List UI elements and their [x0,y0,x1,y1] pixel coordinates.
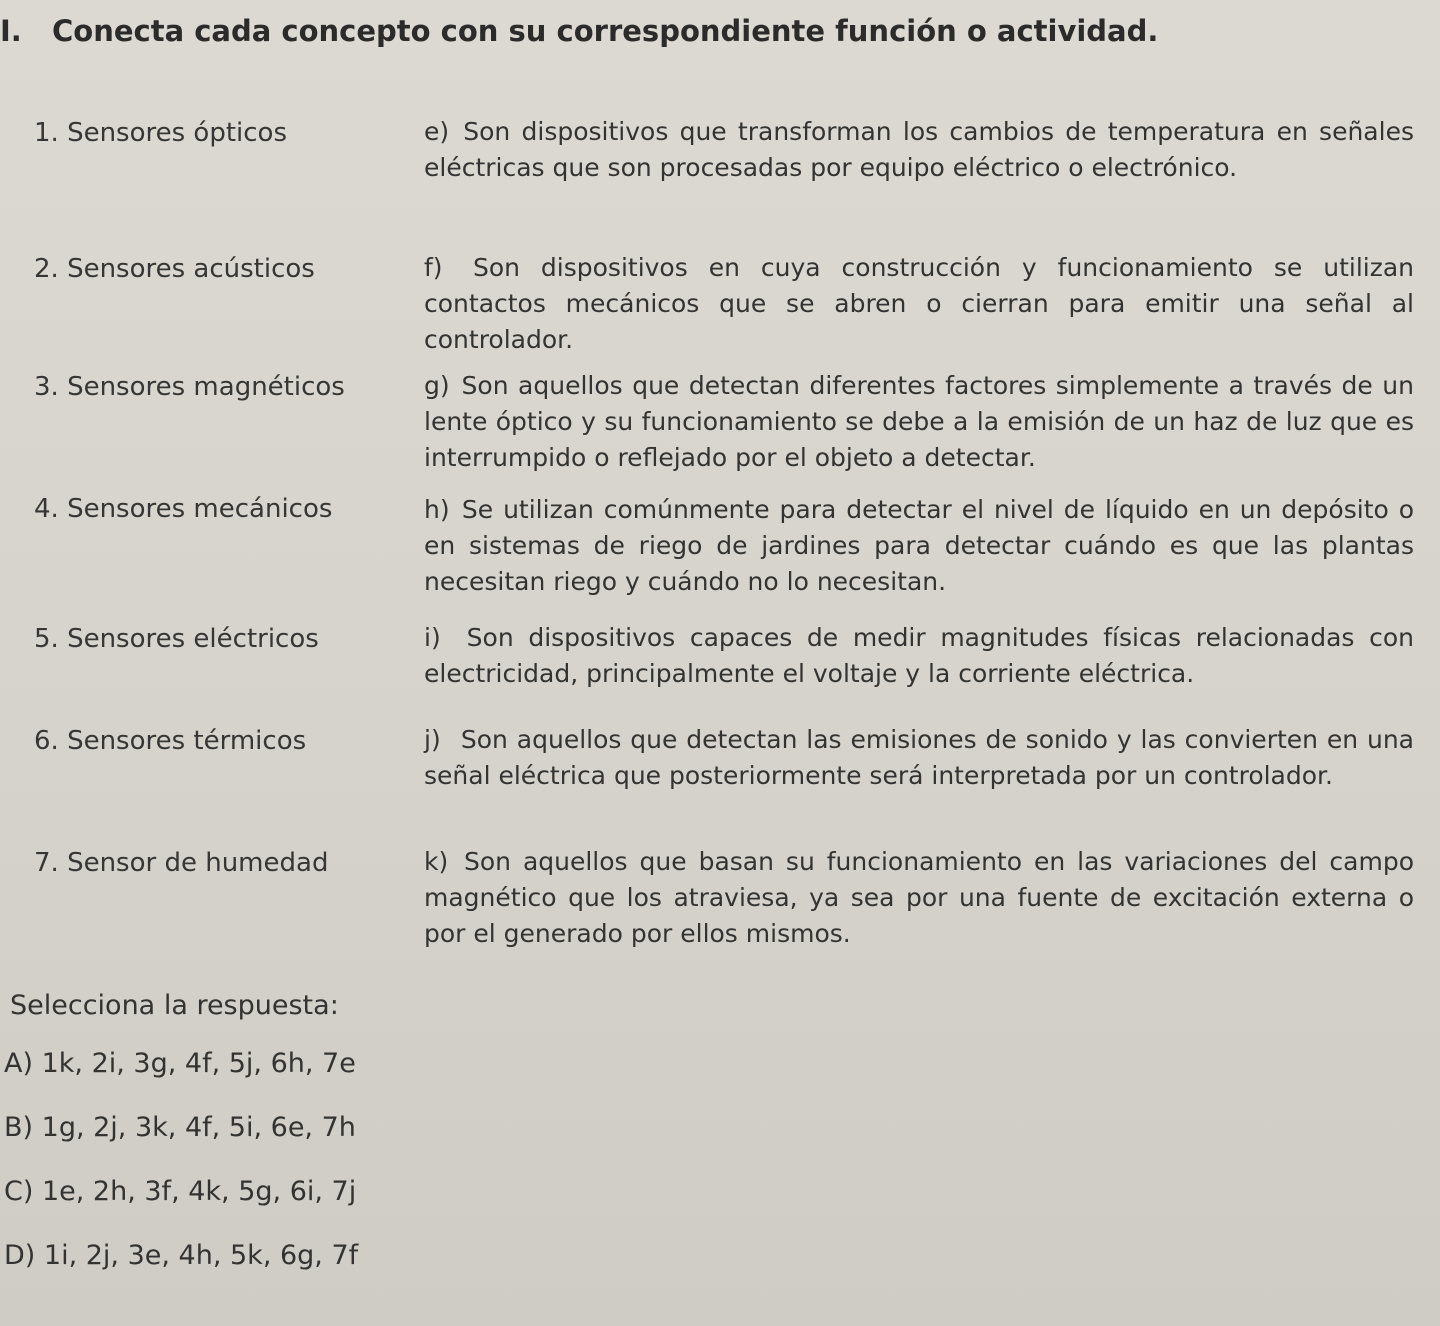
definition-text: Son aquellos que detectan las emisiones de sonido y las convierten en una señal eléctrica que posteriormente será interpretada por un controlador. [424,725,1414,790]
select-answer-label: Selecciona la respuesta: [10,990,339,1021]
concept-3: 3. Sensores magnéticos [34,372,345,402]
concept-2: 2. Sensores acústicos [34,254,315,284]
instruction-number: I. [0,14,22,48]
definition-letter: g) [424,371,450,400]
definition-j [424,722,1414,794]
definition-text: Son aquellos que detectan diferentes factores simplemente a través de un lente óptico y su funcionamiento se debe a la emisión de un haz de luz que es interrumpido o reflejado por el objeto a detectar. [424,371,1414,472]
concept-5: 5. Sensores eléctricos [34,624,319,654]
definition-letter: k) [424,847,449,876]
definition-f [424,250,1414,358]
instruction-heading [0,14,1159,48]
definition-text: Son dispositivos capaces de medir magnitudes físicas relacionadas con electricidad, principalmente el voltaje y la corriente eléctrica. [424,623,1414,688]
definition-e [424,114,1414,186]
answer-option-b[interactable]: B) 1g, 2j, 3k, 4f, 5i, 6e, 7h [4,1112,356,1143]
definition-i [424,620,1414,692]
definition-letter: h) [424,495,450,524]
definition-text: Son dispositivos que transforman los cambios de temperatura en señales eléctricas que son procesadas por equipo eléctrico o electrónico. [424,117,1414,182]
definition-text: Son aquellos que basan su funcionamiento en las variaciones del campo magnético que los atraviesa, ya sea por una fuente de excitación externa o por el generado por ellos mismos. [424,847,1414,948]
definition-letter: j) [424,725,441,754]
answer-option-c[interactable]: C) 1e, 2h, 3f, 4k, 5g, 6i, 7j [4,1176,357,1207]
definition-letter: e) [424,117,450,146]
answer-option-a[interactable]: A) 1k, 2i, 3g, 4f, 5j, 6h, 7e [4,1048,356,1079]
answer-option-d[interactable]: D) 1i, 2j, 3e, 4h, 5k, 6g, 7f [4,1240,359,1271]
definition-h [424,492,1414,600]
definition-letter: i) [424,623,441,652]
concept-4: 4. Sensores mecánicos [34,494,333,524]
definition-g [424,368,1414,476]
concept-7: 7. Sensor de humedad [34,848,329,878]
definition-letter: f) [424,253,443,282]
definition-k [424,844,1414,952]
concept-6: 6. Sensores térmicos [34,726,307,756]
instruction-text: Conecta cada concepto con su correspondiente función o actividad. [52,14,1159,48]
definition-text: Son dispositivos en cuya construcción y funcionamiento se utilizan contactos mecánicos que se abren o cierran para emitir una señal al controlador. [424,253,1414,354]
concept-1: 1. Sensores ópticos [34,118,288,148]
definition-text: Se utilizan comúnmente para detectar el nivel de líquido en un depósito o en sistemas de riego de jardines para detectar cuándo es que las plantas necesitan riego y cuándo no lo necesitan. [424,495,1414,596]
